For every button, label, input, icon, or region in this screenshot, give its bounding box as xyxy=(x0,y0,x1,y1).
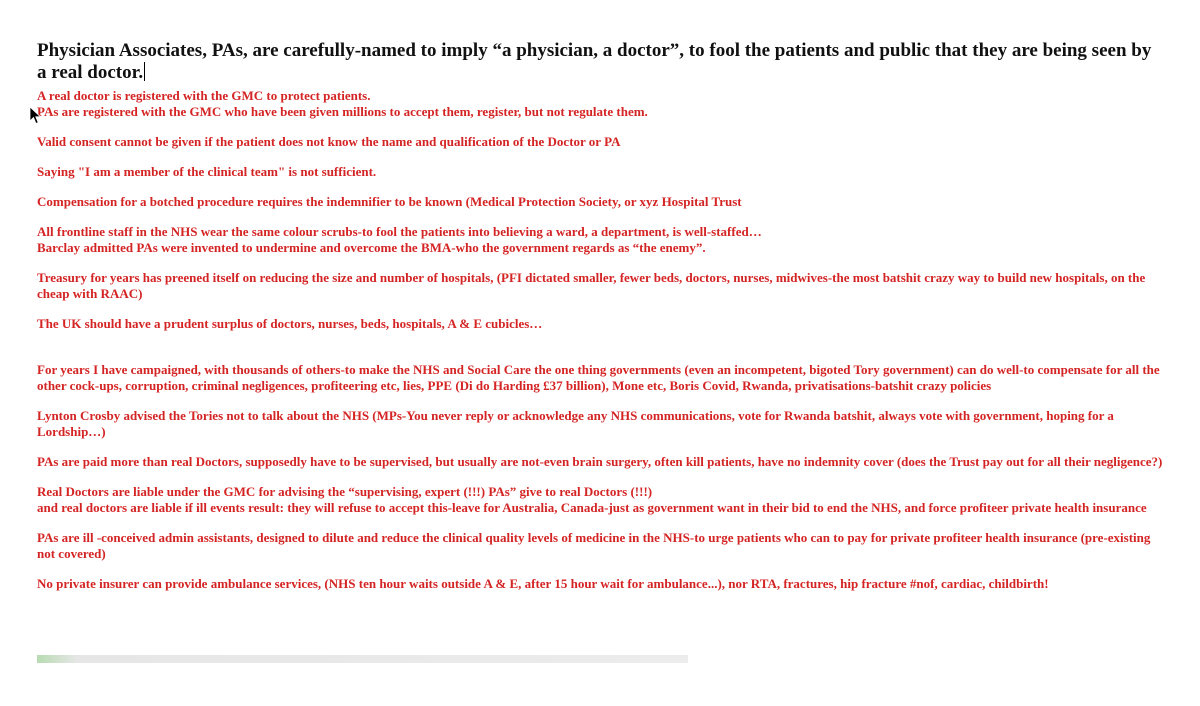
paragraph-5 xyxy=(37,224,1165,256)
scroll-strip xyxy=(37,655,688,663)
paragraph-2 xyxy=(37,134,1165,150)
document-body[interactable] xyxy=(37,40,1165,592)
mouse-pointer-icon xyxy=(29,106,43,126)
paragraph-line: Saying "I am a member of the clinical team" is not sufficient. xyxy=(37,164,377,179)
paragraph-6 xyxy=(37,270,1165,302)
paragraph-line: PAs are paid more than real Doctors, supposedly have to be supervised, but usually are not-even brain surgery, often kill patients, have no indemnity cover (does the Trust pay out for all their negligence?) xyxy=(37,454,1163,469)
paragraph-8 xyxy=(37,362,1165,394)
paragraph-12 xyxy=(37,530,1165,562)
paragraph-line: PAs are ill -conceived admin assistants, designed to dilute and reduce the clinical quality levels of medicine in the NHS-to urge patients who can to pay for private profiteer health insurance (pre-existing not covered) xyxy=(37,530,1151,561)
paragraph-line: Lynton Crosby advised the Tories not to talk about the NHS (MPs-You never reply or acknowledge any NHS communications, vote for Rwanda batshit, always vote with government, hoping for a Lordship…) xyxy=(37,408,1114,439)
paragraph-line: No private insurer can provide ambulance services, (NHS ten hour waits outside A & E, after 15 hour wait for ambulance...), nor RTA, fractures, hip fracture #nof, cardiac, childbirth! xyxy=(37,576,1049,591)
paragraph-line: Barclay admitted PAs were invented to undermine and overcome the BMA-who the government regards as “the enemy”. xyxy=(37,240,706,255)
paragraph-line: Treasury for years has preened itself on reducing the size and number of hospitals, (PFI dictated smaller, fewer beds, doctors, nurses, midwives-the most batshit crazy way to build new hospitals, on the cheap with RAAC) xyxy=(37,270,1146,301)
paragraph-line: All frontline staff in the NHS wear the same colour scrubs-to fool the patients into believing a ward, a department, is well-staffed… xyxy=(37,224,762,239)
paragraph-9 xyxy=(37,408,1165,440)
paragraph-line: and real doctors are liable if ill events result: they will refuse to accept this-leave for Australia, Canada-just as government want in their bid to end the NHS, and force profiteer private health insurance xyxy=(37,500,1147,515)
paragraph-13 xyxy=(37,576,1165,592)
paragraph-line: For years I have campaigned, with thousands of others-to make the NHS and Social Care the one thing governments (even an incompetent, bigoted Tory government) can do well-to compensate for all the other cock-ups, corruption, criminal negligences, profiteering etc, lies, PPE (Di do Harding £37 billion), Mone etc, Boris Covid, Rwanda, privatisations-batshit crazy policies xyxy=(37,362,1160,393)
paragraph-3 xyxy=(37,164,1165,180)
paragraph-10 xyxy=(37,454,1165,470)
paragraph-4 xyxy=(37,194,1165,210)
paragraph-line: The UK should have a prudent surplus of doctors, nurses, beds, hospitals, A & E cubicles… xyxy=(37,316,543,331)
text-caret xyxy=(144,62,145,81)
paragraph-line: Valid consent cannot be given if the patient does not know the name and qualification of the Doctor or PA xyxy=(37,134,621,149)
paragraph-line: PAs are registered with the GMC who have been given millions to accept them, register, but not regulate them. xyxy=(37,104,648,119)
document-title xyxy=(37,40,1165,84)
paragraph-1 xyxy=(37,88,1165,120)
paragraph-line: Real Doctors are liable under the GMC for advising the “supervising, expert (!!!) PAs” give to real Doctors (!!!) xyxy=(37,484,653,499)
paragraph-11 xyxy=(37,484,1165,516)
paragraph-line: Compensation for a botched procedure requires the indemnifier to be known (Medical Protection Society, or xyz Hospital Trust xyxy=(37,194,742,209)
paragraph-7 xyxy=(37,316,1165,332)
paragraph-line: A real doctor is registered with the GMC to protect patients. xyxy=(37,88,371,103)
title-text: Physician Associates, PAs, are carefully-named to imply “a physician, a doctor”, to fool the patients and public that they are being seen by a real doctor. xyxy=(37,40,1152,83)
